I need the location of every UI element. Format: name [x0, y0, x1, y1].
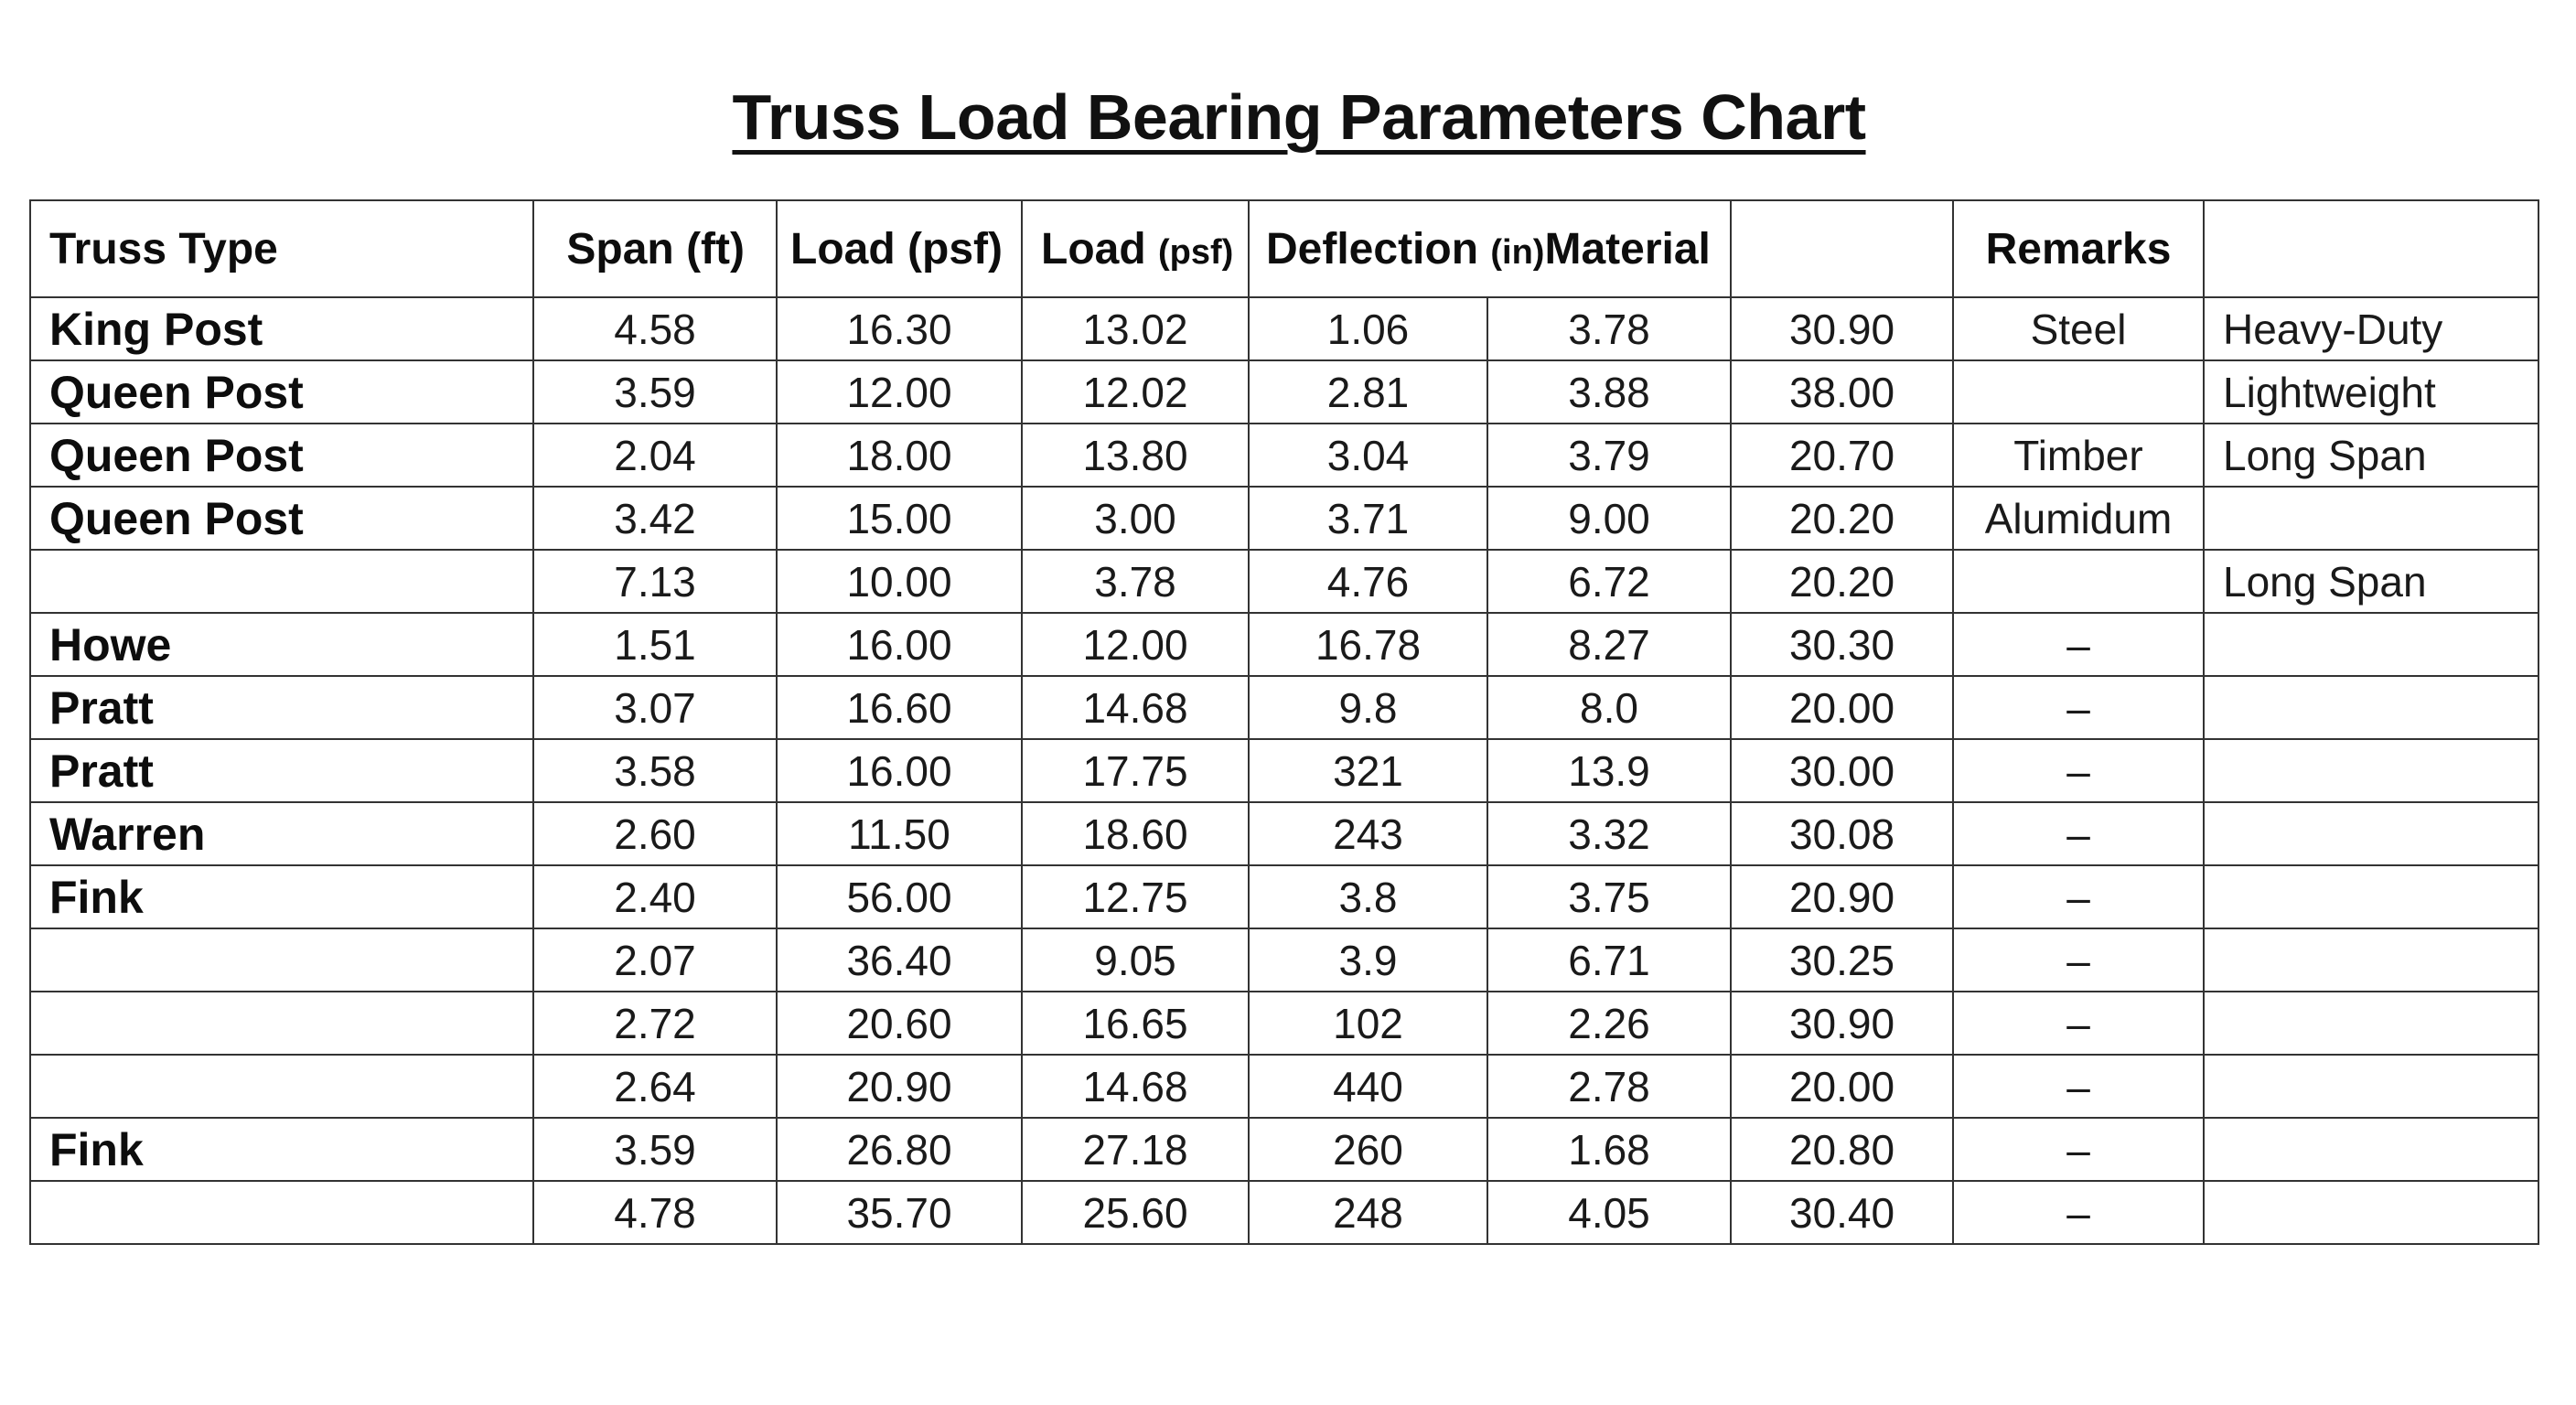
span-cell: 3.07 — [533, 676, 777, 739]
truss-type-cell — [30, 928, 533, 992]
truss-type-cell — [30, 1181, 533, 1244]
load-cell: 20.60 — [777, 992, 1022, 1055]
value-cell: 30.40 — [1731, 1181, 1953, 1244]
value-cell: 30.90 — [1731, 297, 1953, 360]
truss-type-cell: Pratt — [30, 676, 533, 739]
load-secondary-cell: 27.18 — [1022, 1118, 1249, 1181]
remarks-cell: Steel — [1953, 297, 2204, 360]
value-cell: 20.20 — [1731, 550, 1953, 613]
material-value-cell: 2.26 — [1487, 992, 1731, 1055]
note-cell: Heavy-Duty — [2204, 297, 2538, 360]
truss-type-cell: King Post — [30, 297, 533, 360]
table-row — [30, 676, 2538, 739]
note-cell — [2204, 992, 2538, 1055]
span-cell: 2.64 — [533, 1055, 777, 1118]
load-cell: 16.00 — [777, 613, 1022, 676]
material-value-cell: 3.79 — [1487, 424, 1731, 487]
value-cell: 20.00 — [1731, 676, 1953, 739]
header-deflection — [1266, 224, 1544, 274]
span-cell: 3.58 — [533, 739, 777, 802]
truss-type-cell: Fink — [30, 1118, 533, 1181]
span-cell: 2.40 — [533, 865, 777, 928]
table-row — [30, 487, 2538, 550]
header-load-secondary — [1022, 200, 1249, 297]
note-cell — [2204, 865, 2538, 928]
material-value-cell: 8.27 — [1487, 613, 1731, 676]
note-cell: Long Span — [2204, 424, 2538, 487]
deflection-cell: 1.06 — [1249, 297, 1487, 360]
header-empty — [1731, 200, 1953, 297]
load-cell: 18.00 — [777, 424, 1022, 487]
material-value-cell: 9.00 — [1487, 487, 1731, 550]
load-secondary-cell: 13.02 — [1022, 297, 1249, 360]
value-cell: 20.70 — [1731, 424, 1953, 487]
value-cell: 20.80 — [1731, 1118, 1953, 1181]
note-cell — [2204, 1181, 2538, 1244]
header-material: Material — [1544, 224, 1711, 273]
remarks-cell: Alumidum — [1953, 487, 2204, 550]
table-row — [30, 802, 2538, 865]
span-cell: 2.72 — [533, 992, 777, 1055]
value-cell: 30.90 — [1731, 992, 1953, 1055]
material-value-cell: 3.32 — [1487, 802, 1731, 865]
deflection-cell: 3.8 — [1249, 865, 1487, 928]
table-row — [30, 613, 2538, 676]
header-span: Span (ft) — [533, 200, 777, 297]
note-cell — [2204, 1055, 2538, 1118]
truss-type-cell — [30, 992, 533, 1055]
header-load: Load (psf) — [777, 200, 1022, 297]
load-cell: 26.80 — [777, 1118, 1022, 1181]
material-value-cell: 8.0 — [1487, 676, 1731, 739]
deflection-cell: 16.78 — [1249, 613, 1487, 676]
remarks-cell: – — [1953, 1118, 2204, 1181]
load-secondary-cell: 18.60 — [1022, 802, 1249, 865]
table-row — [30, 1055, 2538, 1118]
remarks-cell: – — [1953, 865, 2204, 928]
value-cell: 30.08 — [1731, 802, 1953, 865]
remarks-cell: – — [1953, 676, 2204, 739]
truss-type-cell — [30, 1055, 533, 1118]
note-cell — [2204, 739, 2538, 802]
value-cell: 20.20 — [1731, 487, 1953, 550]
material-value-cell: 4.05 — [1487, 1181, 1731, 1244]
header-deflection-material — [1249, 200, 1731, 297]
remarks-cell: – — [1953, 613, 2204, 676]
load-secondary-cell: 13.80 — [1022, 424, 1249, 487]
remarks-cell — [1953, 360, 2204, 424]
table-row — [30, 1118, 2538, 1181]
material-value-cell: 6.72 — [1487, 550, 1731, 613]
load-cell: 16.00 — [777, 739, 1022, 802]
span-cell: 3.42 — [533, 487, 777, 550]
table-row — [30, 739, 2538, 802]
note-cell — [2204, 613, 2538, 676]
load-secondary-cell: 3.00 — [1022, 487, 1249, 550]
span-cell: 1.51 — [533, 613, 777, 676]
remarks-cell: – — [1953, 802, 2204, 865]
material-value-cell: 3.88 — [1487, 360, 1731, 424]
table-row — [30, 865, 2538, 928]
note-cell — [2204, 487, 2538, 550]
value-cell: 20.90 — [1731, 865, 1953, 928]
load-secondary-cell: 17.75 — [1022, 739, 1249, 802]
load-cell: 16.60 — [777, 676, 1022, 739]
header-remarks: Remarks — [1953, 200, 2204, 297]
note-cell — [2204, 802, 2538, 865]
value-cell: 30.25 — [1731, 928, 1953, 992]
deflection-cell: 3.9 — [1249, 928, 1487, 992]
span-cell: 4.58 — [533, 297, 777, 360]
table-row — [30, 360, 2538, 424]
load-secondary-cell: 25.60 — [1022, 1181, 1249, 1244]
load-secondary-cell: 12.75 — [1022, 865, 1249, 928]
deflection-cell: 2.81 — [1249, 360, 1487, 424]
load-cell: 36.40 — [777, 928, 1022, 992]
value-cell: 38.00 — [1731, 360, 1953, 424]
deflection-cell: 3.04 — [1249, 424, 1487, 487]
load-secondary-cell: 12.00 — [1022, 613, 1249, 676]
note-cell — [2204, 1118, 2538, 1181]
load-secondary-cell: 14.68 — [1022, 676, 1249, 739]
header-deflection-unit: (in) — [1490, 232, 1545, 272]
table-row — [30, 424, 2538, 487]
load-secondary-cell: 9.05 — [1022, 928, 1249, 992]
value-cell: 30.30 — [1731, 613, 1953, 676]
header-empty-last — [2204, 200, 2538, 297]
load-secondary-cell: 12.02 — [1022, 360, 1249, 424]
load-cell: 15.00 — [777, 487, 1022, 550]
header-deflection-label: Deflection — [1266, 224, 1479, 273]
note-cell — [2204, 676, 2538, 739]
span-cell: 3.59 — [533, 360, 777, 424]
span-cell: 7.13 — [533, 550, 777, 613]
truss-parameters-table — [29, 199, 2539, 1245]
note-cell: Lightweight — [2204, 360, 2538, 424]
remarks-cell: – — [1953, 739, 2204, 802]
deflection-cell: 3.71 — [1249, 487, 1487, 550]
table-row — [30, 992, 2538, 1055]
header-load-secondary-unit: (psf) — [1158, 232, 1234, 272]
load-cell: 16.30 — [777, 297, 1022, 360]
page-title: Truss Load Bearing Parameters Chart — [732, 81, 1866, 153]
load-cell: 56.00 — [777, 865, 1022, 928]
material-value-cell: 2.78 — [1487, 1055, 1731, 1118]
deflection-cell: 243 — [1249, 802, 1487, 865]
span-cell: 2.60 — [533, 802, 777, 865]
load-cell: 10.00 — [777, 550, 1022, 613]
truss-type-cell: Queen Post — [30, 424, 533, 487]
note-cell: Long Span — [2204, 550, 2538, 613]
material-value-cell: 6.71 — [1487, 928, 1731, 992]
truss-type-cell: Queen Post — [30, 360, 533, 424]
remarks-cell: – — [1953, 1181, 2204, 1244]
deflection-cell: 248 — [1249, 1181, 1487, 1244]
table-row — [30, 550, 2538, 613]
value-cell: 30.00 — [1731, 739, 1953, 802]
note-cell — [2204, 928, 2538, 992]
remarks-cell: – — [1953, 928, 2204, 992]
header-load-secondary-label: Load — [1041, 224, 1146, 273]
truss-type-cell: Queen Post — [30, 487, 533, 550]
deflection-cell: 260 — [1249, 1118, 1487, 1181]
deflection-cell: 321 — [1249, 739, 1487, 802]
material-value-cell: 3.78 — [1487, 297, 1731, 360]
load-secondary-cell: 3.78 — [1022, 550, 1249, 613]
remarks-cell — [1953, 550, 2204, 613]
load-secondary-cell: 14.68 — [1022, 1055, 1249, 1118]
truss-type-cell: Fink — [30, 865, 533, 928]
truss-type-cell: Warren — [30, 802, 533, 865]
load-cell: 11.50 — [777, 802, 1022, 865]
span-cell: 4.78 — [533, 1181, 777, 1244]
truss-type-cell — [30, 550, 533, 613]
value-cell: 20.00 — [1731, 1055, 1953, 1118]
material-value-cell: 13.9 — [1487, 739, 1731, 802]
load-cell: 12.00 — [777, 360, 1022, 424]
table-row — [30, 1181, 2538, 1244]
remarks-cell: – — [1953, 1055, 2204, 1118]
header-truss-type: Truss Type — [30, 200, 533, 297]
remarks-cell: Timber — [1953, 424, 2204, 487]
deflection-cell: 102 — [1249, 992, 1487, 1055]
load-secondary-cell: 16.65 — [1022, 992, 1249, 1055]
truss-type-cell: Pratt — [30, 739, 533, 802]
deflection-cell: 4.76 — [1249, 550, 1487, 613]
truss-type-cell: Howe — [30, 613, 533, 676]
header-row — [30, 200, 2538, 297]
remarks-cell: – — [1953, 992, 2204, 1055]
table-row — [30, 297, 2538, 360]
load-cell: 35.70 — [777, 1181, 1022, 1244]
material-value-cell: 3.75 — [1487, 865, 1731, 928]
span-cell: 2.04 — [533, 424, 777, 487]
span-cell: 3.59 — [533, 1118, 777, 1181]
span-cell: 2.07 — [533, 928, 777, 992]
deflection-cell: 9.8 — [1249, 676, 1487, 739]
table-row — [30, 928, 2538, 992]
material-value-cell: 1.68 — [1487, 1118, 1731, 1181]
deflection-cell: 440 — [1249, 1055, 1487, 1118]
load-cell: 20.90 — [777, 1055, 1022, 1118]
